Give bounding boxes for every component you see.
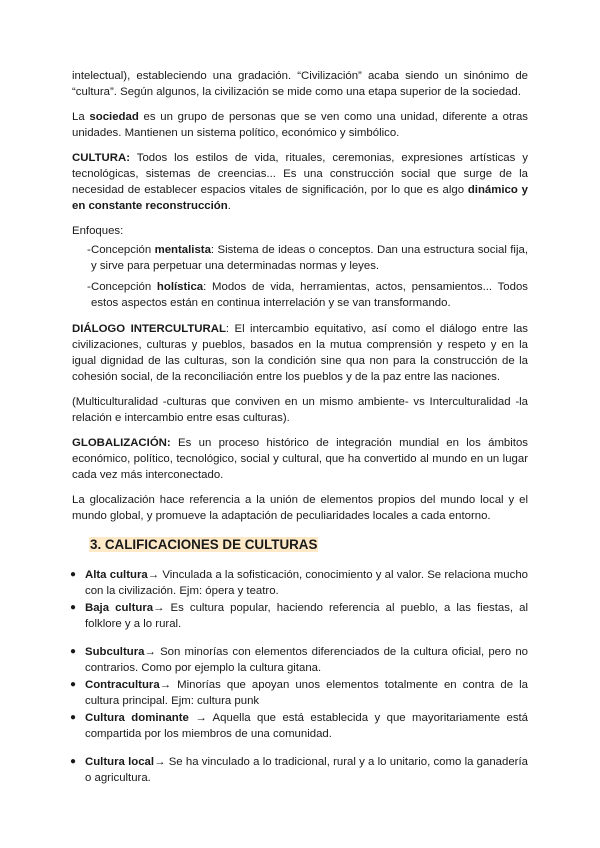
text-run: Es cultura popular, haciendo referencia al pueblo, a las fiestas, al folklore y a lo rural. bbox=[85, 602, 529, 630]
text-run: Minorías que apoyan unos elementos totalmente en contra de la cultura principal. Ejm: cultura punk bbox=[85, 679, 528, 707]
bullet-icon: ● bbox=[70, 756, 77, 767]
term-dialogo-intercultural: DIÁLOGO INTERCULTURAL bbox=[72, 323, 226, 335]
text-run: Concepción bbox=[91, 244, 155, 256]
text-run: : El intercambio equitativo, así como el diálogo entre las civilizaciones, culturas y pueblos, basados en la mutua comprensión y respeto y en la igual dignidad de las culturas, son la condición sine qua non para la construcción de la cohesión social, de la reconciliación entre los pueblos y de la paz entre las naciones. bbox=[72, 323, 528, 383]
term-holistica: holística bbox=[156, 281, 204, 293]
list-item bbox=[72, 279, 528, 311]
arrow-icon: → bbox=[147, 569, 160, 581]
term-mentalista: mentalista bbox=[154, 244, 211, 256]
text-run: Concepción bbox=[91, 281, 157, 293]
list-item bbox=[72, 710, 528, 742]
text-run: : Sistema de ideas o conceptos. Dan una estructura social fija, y sirve para perpetuar una determinadas normas y leyes. bbox=[91, 244, 528, 272]
term-contracultura: Contracultura bbox=[85, 679, 160, 691]
bullet-icon: ● bbox=[70, 712, 77, 723]
arrow-icon: → bbox=[144, 646, 156, 658]
list-item bbox=[72, 242, 528, 274]
paragraph-dialogo-intercultural bbox=[72, 321, 528, 385]
term-baja-cultura: Baja cultura bbox=[85, 602, 154, 614]
dash-marker: - bbox=[87, 244, 91, 256]
term-cultura-dominante: Cultura dominante bbox=[85, 712, 189, 724]
paragraph-civilizacion: intelectual), estableciendo una gradación. “Civilización” acaba siendo un sinónimo de “cultura”. Según algunos, la civilización se mide como una etapa superior de la sociedad. bbox=[72, 70, 528, 98]
arrow-icon: → bbox=[154, 756, 166, 768]
list-item bbox=[72, 754, 528, 786]
term-globalizacion: GLOBALIZACIÓN: bbox=[72, 437, 171, 449]
bullet-icon: ● bbox=[70, 602, 77, 613]
bullet-icon: ● bbox=[70, 679, 77, 690]
list-item bbox=[72, 677, 528, 709]
heading-text: 3. CALIFICACIONES DE CULTURAS bbox=[90, 537, 318, 552]
list-item bbox=[72, 600, 528, 632]
paragraph-sociedad bbox=[72, 109, 528, 141]
paragraph-globalizacion bbox=[72, 435, 528, 483]
paragraph-glocalizacion: La glocalización hace referencia a la unión de elementos propios del mundo local y el mundo global, y promueve la adaptación de peculiaridades locales a cada entorno. bbox=[72, 494, 528, 522]
paragraph-multiculturalidad: (Multiculturalidad -culturas que conviven en un mismo ambiente- vs Interculturalidad -la relación e intercambio entre esas culturas). bbox=[72, 396, 528, 424]
text-run: Se ha vinculado a lo tradicional, rural y a lo unitario, como la ganadería o agricultura. bbox=[85, 756, 528, 784]
bullet-icon: ● bbox=[70, 646, 77, 657]
list-item bbox=[72, 644, 528, 676]
arrow-icon: → bbox=[159, 679, 172, 691]
text-run: . bbox=[227, 200, 231, 212]
dash-marker: - bbox=[87, 281, 91, 293]
term-cultura: CULTURA: bbox=[72, 152, 130, 164]
text-run: : Modos de vida, herramientas, actos, pensamientos... Todos estos aspectos están en continua interrelación y se van transformando. bbox=[91, 281, 528, 309]
bold-phrase: dinámico y en constante reconstrucción bbox=[72, 184, 528, 212]
document-page bbox=[72, 68, 528, 786]
text-run: Es un proceso histórico de integración mundial en los ámbitos económico, político, tecnológico, social y cultural, que ha convertido al mundo en un lugar cada vez más interconectado. bbox=[72, 437, 528, 481]
paragraph-cultura bbox=[72, 150, 528, 214]
calificaciones-list bbox=[72, 567, 528, 786]
text-run: Aquella que está establecida y que mayoritariamente está compartida por los miembros de una comunidad. bbox=[85, 712, 529, 740]
term-cultura-local: Cultura local bbox=[85, 756, 155, 768]
text-run: Son minorías con elementos diferenciados de la cultura oficial, pero no contrarios. Como por ejemplo la cultura gitana. bbox=[85, 646, 528, 674]
bullet-icon: ● bbox=[70, 569, 77, 580]
arrow-icon: → bbox=[188, 712, 207, 724]
section-heading bbox=[89, 536, 528, 554]
enfoques-list bbox=[72, 242, 528, 311]
list-item bbox=[72, 567, 528, 599]
term-alta-cultura: Alta cultura bbox=[85, 569, 148, 581]
text-run: Todos los estilos de vida, rituales, ceremonias, expresiones artísticas y tecnológicas, sistemas de creencias... Es una construcción social que surge de la necesidad de establecer espacios vitales de significación, por lo que es algo bbox=[72, 152, 528, 196]
enfoques-label: Enfoques: bbox=[72, 225, 124, 237]
arrow-icon: → bbox=[153, 602, 165, 614]
text-run: Vinculada a la sofisticación, conocimiento y al valor. Se relaciona mucho con la civilización. Ejm: ópera y teatro. bbox=[85, 569, 528, 597]
text-run: La bbox=[72, 111, 90, 123]
term-subcultura: Subcultura bbox=[85, 646, 145, 658]
term-sociedad: sociedad bbox=[89, 111, 139, 123]
text-run: es un grupo de personas que se ven como una unidad, diferente a otras unidades. Mantienen un sistema político, económico y simbólico. bbox=[72, 111, 528, 139]
